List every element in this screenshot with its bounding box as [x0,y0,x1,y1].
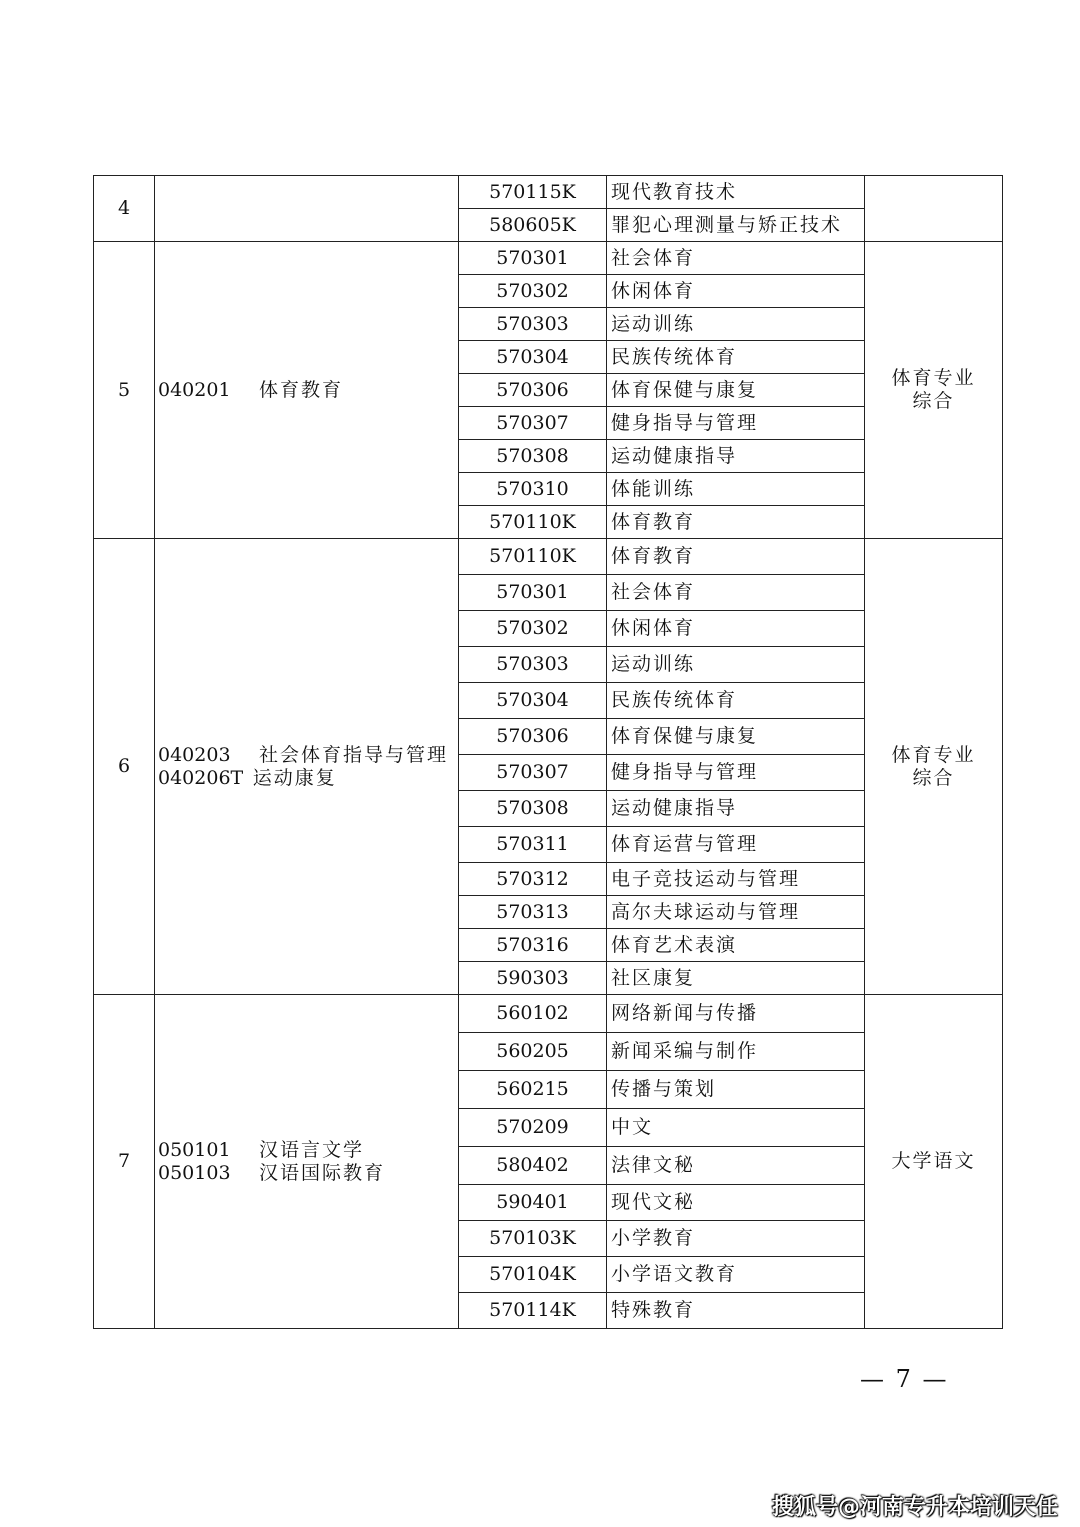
vocational-major-name: 社区康复 [607,962,865,995]
undergrad-major [158,1139,458,1162]
vocational-major-name: 休闲体育 [607,611,865,647]
undergrad-major-name: 汉语国际教育 [259,1161,386,1184]
vocational-major-name: 健身指导与管理 [607,755,865,791]
vocational-major-code: 570114K [459,1293,607,1329]
seq-cell: 5 [94,242,155,539]
undergrad-major-code: 050103 [158,1161,231,1184]
vocational-major-name: 现代教育技术 [607,176,865,209]
exam-subject-line: 综合 [912,390,955,412]
undergrad-major-name: 运动康复 [252,766,337,789]
vocational-major-code: 570304 [459,683,607,719]
vocational-major-code: 570303 [459,647,607,683]
vocational-major-name: 民族传统体育 [607,341,865,374]
watermark: 搜狐号@河南专升本培训天任 [771,1495,1058,1520]
exam-subject-line: 体育专业 [891,367,976,390]
undergrad-major-cell [155,242,459,539]
major-mapping-table [93,175,1003,1329]
undergrad-major-code: 040203 [158,743,231,766]
exam-subject-cell [865,176,1003,242]
vocational-major-code: 570301 [459,575,607,611]
undergrad-major [158,744,458,767]
exam-subject-line: 综合 [912,766,955,789]
vocational-major-code: 570115K [459,176,607,209]
page-number: — 7 — [860,1365,949,1393]
vocational-major-code: 560102 [459,995,607,1033]
vocational-major-code: 570110K [459,539,607,575]
vocational-major-code: 570103K [459,1221,607,1257]
vocational-major-code: 570306 [459,374,607,407]
undergrad-major-name: 社会体育指导与管理 [259,743,449,766]
undergrad-major-code: 050101 [158,1138,231,1161]
vocational-major-name: 体育保健与康复 [607,374,865,407]
exam-subject-line: 大学语文 [891,1150,976,1173]
vocational-major-name: 运动健康指导 [607,791,865,827]
seq-cell: 4 [94,176,155,242]
vocational-major-name: 传播与策划 [607,1071,865,1109]
vocational-major-code: 570209 [459,1109,607,1147]
vocational-major-name: 特殊教育 [607,1293,865,1329]
seq-cell: 7 [94,995,155,1329]
undergrad-major-code: 040206T [158,766,244,789]
undergrad-major-cell [155,176,459,242]
vocational-major-code: 580402 [459,1147,607,1185]
vocational-major-code: 570316 [459,929,607,962]
vocational-major-name: 中文 [607,1109,865,1147]
undergrad-major-name: 体育教育 [259,378,344,401]
vocational-major-code: 570104K [459,1257,607,1293]
vocational-major-code: 580605K [459,209,607,242]
vocational-major-code: 570110K [459,506,607,539]
exam-subject-cell [865,995,1003,1329]
table-row [94,242,1003,275]
vocational-major-code: 570301 [459,242,607,275]
undergrad-major-cell [155,539,459,995]
vocational-major-code: 560205 [459,1033,607,1071]
vocational-major-code: 570302 [459,275,607,308]
vocational-major-code: 570311 [459,827,607,863]
seq-cell: 6 [94,539,155,995]
vocational-major-name: 社会体育 [607,575,865,611]
vocational-major-code: 570312 [459,863,607,896]
vocational-major-name: 网络新闻与传播 [607,995,865,1033]
vocational-major-name: 运动训练 [607,647,865,683]
vocational-major-name: 新闻采编与制作 [607,1033,865,1071]
vocational-major-name: 运动健康指导 [607,440,865,473]
undergrad-major [158,767,458,790]
vocational-major-name: 运动训练 [607,308,865,341]
vocational-major-name: 电子竞技运动与管理 [607,863,865,896]
vocational-major-name: 社会体育 [607,242,865,275]
vocational-major-code: 570304 [459,341,607,374]
vocational-major-name: 现代文秘 [607,1185,865,1221]
vocational-major-code: 570308 [459,440,607,473]
vocational-major-name: 小学语文教育 [607,1257,865,1293]
vocational-major-name: 高尔夫球运动与管理 [607,896,865,929]
undergrad-major [158,379,458,402]
vocational-major-code: 570313 [459,896,607,929]
undergrad-major [158,1162,458,1185]
vocational-major-name: 体能训练 [607,473,865,506]
vocational-major-name: 体育保健与康复 [607,719,865,755]
vocational-major-code: 570307 [459,755,607,791]
table-row [94,539,1003,575]
exam-subject-cell [865,242,1003,539]
vocational-major-name: 休闲体育 [607,275,865,308]
vocational-major-code: 570303 [459,308,607,341]
vocational-major-name: 民族传统体育 [607,683,865,719]
vocational-major-name: 小学教育 [607,1221,865,1257]
vocational-major-name: 体育运营与管理 [607,827,865,863]
vocational-major-name: 法律文秘 [607,1147,865,1185]
vocational-major-name: 体育艺术表演 [607,929,865,962]
vocational-major-code: 560215 [459,1071,607,1109]
table-row [94,176,1003,209]
vocational-major-name: 健身指导与管理 [607,407,865,440]
exam-subject-cell [865,539,1003,995]
vocational-major-name: 罪犯心理测量与矫正技术 [607,209,865,242]
vocational-major-name: 体育教育 [607,539,865,575]
vocational-major-code: 570310 [459,473,607,506]
exam-subject-line: 体育专业 [891,743,976,766]
table-row [94,995,1003,1033]
undergrad-major-name: 汉语言文学 [259,1138,365,1161]
vocational-major-code: 590401 [459,1185,607,1221]
undergrad-major-cell [155,995,459,1329]
vocational-major-code: 570306 [459,719,607,755]
vocational-major-code: 590303 [459,962,607,995]
vocational-major-code: 570302 [459,611,607,647]
vocational-major-code: 570307 [459,407,607,440]
vocational-major-code: 570308 [459,791,607,827]
undergrad-major-code: 040201 [158,378,231,401]
vocational-major-name: 体育教育 [607,506,865,539]
